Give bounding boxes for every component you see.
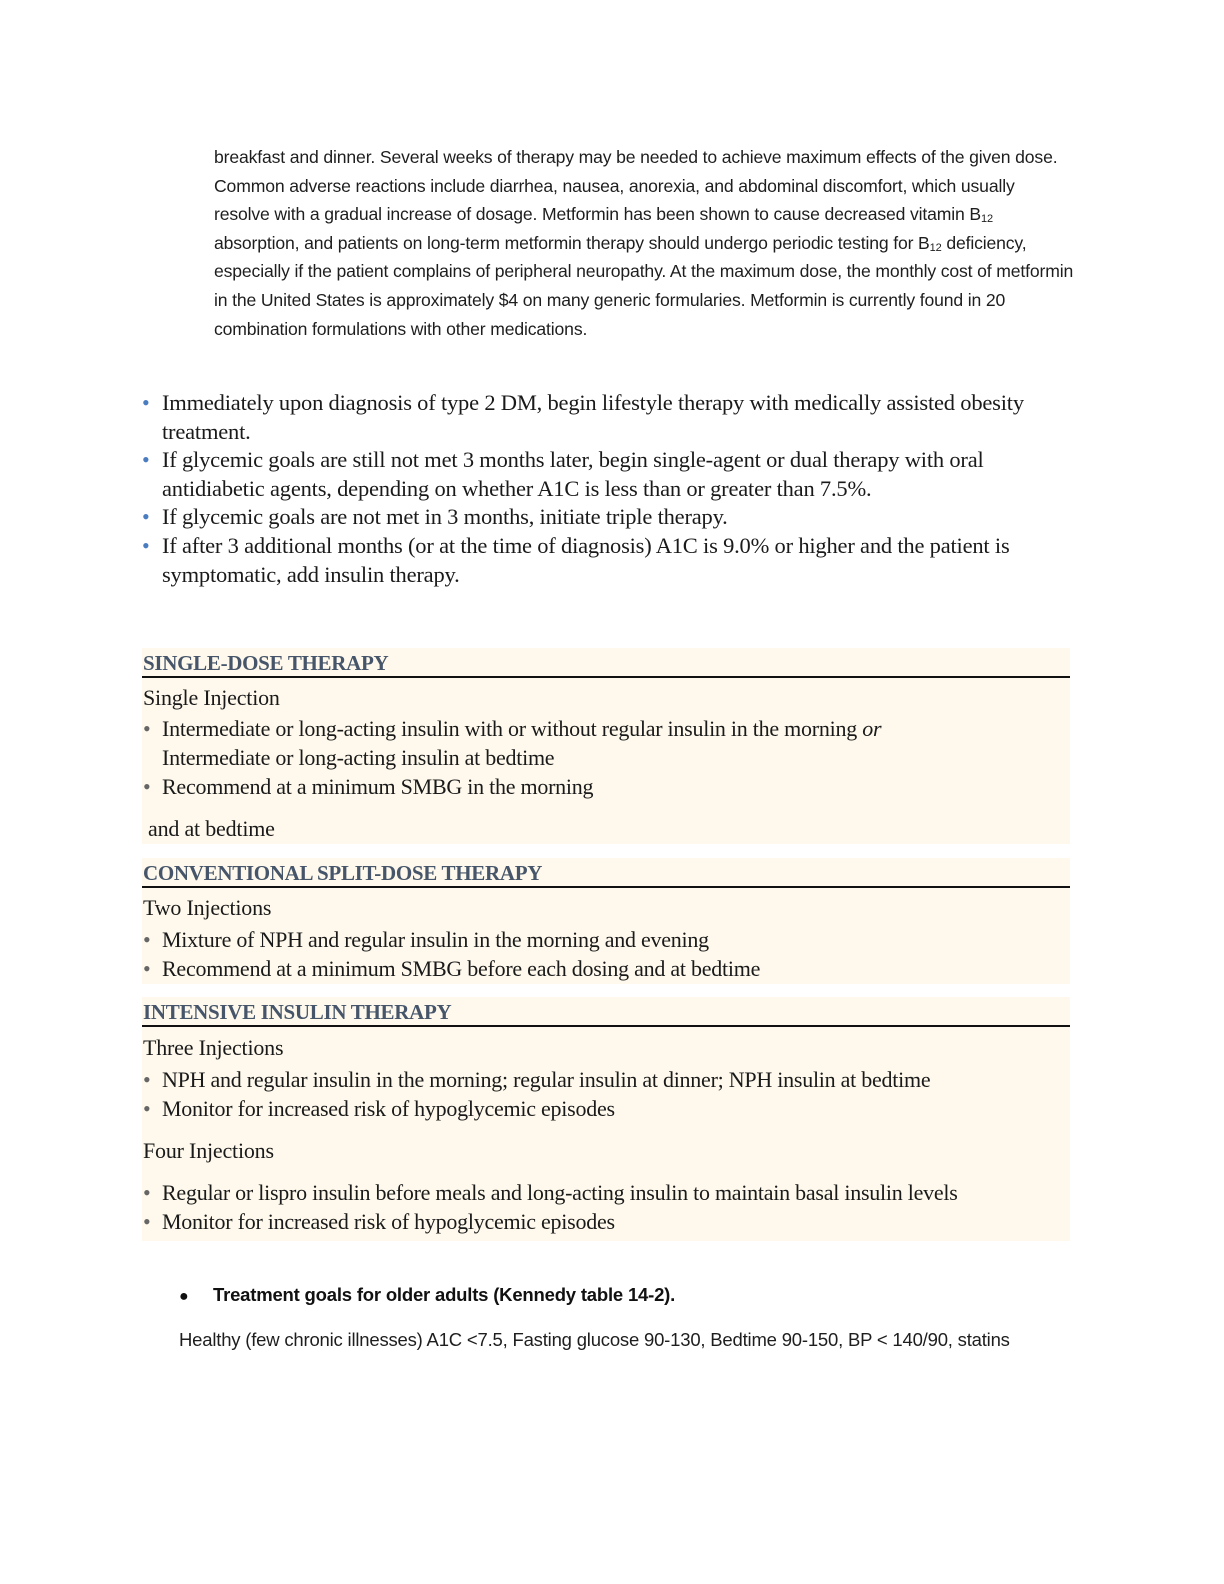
list-item: • If after 3 additional months (or at the time of diagnosis) A1C is 9.0% or higher and the patient is symptomatic, add insulin therapy. xyxy=(142,532,1010,587)
treatment-goals-text: Healthy (few chronic illnesses) A1C <7.5, Fasting glucose 90-130, Bedtime 90-150, BP < 140/90, statins xyxy=(179,1329,1010,1350)
list-item: • Monitor for increased risk of hypoglycemic episodes xyxy=(143,1209,615,1234)
metformin-paragraph: breakfast and dinner. Several weeks of therapy may be needed to achieve maximum effects of the given dose. Common adverse reactions include diarrhea, nausea, anorexia, and abdominal discomfort, which usually resolve with a gradual increase of dosage. Metformin has been shown to cause decreased vitamin $B_{12}$ absorption, and patients on long-term metformin therapy should undergo periodic testing for $B_{12}$ deficiency, especially if the patient complains of peripheral neuropathy. At the maximum dose, the monthly cost of metformin in the United States is approximately $4 on many generic formularies. Metformin is currently found in 20 combination formulations with other medications. xyxy=(214,147,1074,339)
subscript-12: 12 xyxy=(929,241,942,254)
bullet-icon: • xyxy=(142,504,150,530)
bullet-icon: • xyxy=(143,1096,151,1121)
subscript-12: 12 xyxy=(981,213,993,226)
section-title: SINGLE-DOSE THERAPY xyxy=(142,648,1070,678)
continuation-text: and at bedtime xyxy=(148,816,275,841)
list-item: • Monitor for increased risk of hypoglycemic episodes xyxy=(143,1096,615,1121)
section-title: INTENSIVE INSULIN THERAPY xyxy=(142,997,1070,1027)
list-item: • Immediately upon diagnosis of type 2 DM, begin lifestyle therapy with medically assisted obesity treatment. xyxy=(142,390,1024,444)
list-item: • Recommend at a minimum SMBG before each dosing and at bedtime xyxy=(143,956,761,981)
injection-count-heading: Four Injections xyxy=(143,1138,274,1163)
bullet-icon: • xyxy=(143,716,151,741)
bullet-icon: • xyxy=(142,532,150,558)
bullet-icon: • xyxy=(142,447,150,473)
treatment-goals-heading: ● Treatment goals for older adults (Kennedy table 14-2). xyxy=(179,1281,675,1311)
section-title: CONVENTIONAL SPLIT-DOSE THERAPY xyxy=(142,858,1070,888)
list-item: • NPH and regular insulin in the morning; regular insulin at dinner; NPH insulin at bedtime xyxy=(143,1067,931,1092)
single-dose-therapy-box xyxy=(142,648,1070,844)
intensive-insulin-therapy-box xyxy=(142,997,1070,1241)
bullet-icon: • xyxy=(143,956,151,981)
list-item: • Regular or lispro insulin before meals and long-acting insulin to maintain basal insulin levels xyxy=(143,1180,958,1205)
list-item: • Intermediate or long-acting insulin with or without regular insulin in the morning or Intermediate or long-acting insulin at bedtime xyxy=(143,716,882,770)
injection-count-heading: Single Injection xyxy=(143,685,280,710)
bullet-icon: • xyxy=(143,1180,151,1205)
list-item: • If glycemic goals are not met in 3 months, initiate triple therapy. xyxy=(142,503,1072,532)
list-item: • If glycemic goals are still not met 3 months later, begin single-agent or dual therapy with oral antidiabetic agents, depending on whether A1C is less than or greater than 7.5%. xyxy=(142,447,984,501)
list-item: • Mixture of NPH and regular insulin in the morning and evening xyxy=(143,927,709,952)
bullet-icon: ● xyxy=(179,1288,189,1305)
bullet-icon: • xyxy=(143,927,151,952)
bullet-icon: • xyxy=(143,774,151,799)
bullet-icon: • xyxy=(143,1067,151,1092)
list-item: • Recommend at a minimum SMBG in the morning xyxy=(143,774,594,799)
injection-count-heading: Two Injections xyxy=(143,895,272,920)
conventional-split-dose-box xyxy=(142,858,1070,984)
bullet-icon: • xyxy=(143,1209,151,1234)
treatment-steps-list xyxy=(142,389,1072,589)
injection-count-heading: Three Injections xyxy=(143,1035,284,1060)
bullet-icon: • xyxy=(142,390,150,415)
